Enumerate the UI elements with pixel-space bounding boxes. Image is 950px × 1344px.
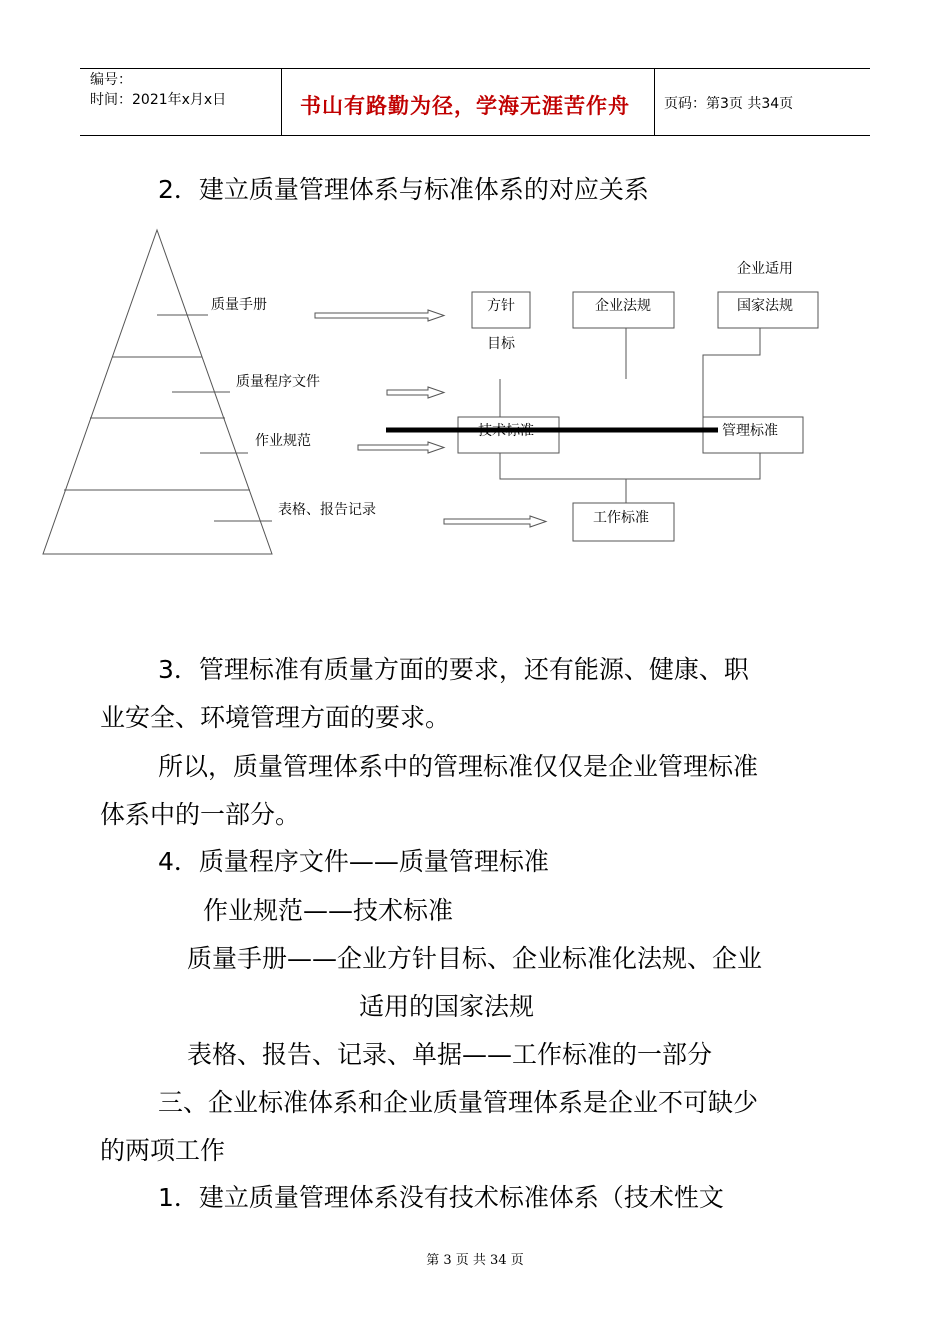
- arrow-2: [387, 387, 444, 398]
- para-6: 表格、报告、记录、单据——工作标准的一部分: [187, 1040, 713, 1069]
- page-info: 页码：第3页 共34页: [664, 96, 794, 112]
- para-3: 4．质量程序文件——质量管理标准: [158, 847, 549, 876]
- header-divider-2: [654, 68, 655, 136]
- para-2-line-2: 体系中的一部分。: [100, 800, 301, 829]
- doc-number-label: 编号：: [90, 72, 132, 88]
- para-1-line-2: 业安全、环境管理方面的要求。: [100, 703, 451, 732]
- pyramid-label-manual: 质量手册: [211, 297, 267, 313]
- para-8: 1．建立质量管理体系没有技术标准体系（技术性文: [158, 1183, 724, 1212]
- doc-time-label: 时间：2021年x月x日: [90, 92, 227, 108]
- box-label-mgmt-standard: 管理标准: [722, 423, 778, 439]
- arrow-4: [444, 516, 546, 527]
- para-7-line-1: 三、企业标准体系和企业质量管理体系是企业不可缺少: [158, 1088, 759, 1117]
- para-5-line-2: 适用的国家法规: [359, 992, 535, 1021]
- para-2-line-1: 所以，质量管理体系中的管理标准仅仅是企业管理标准: [158, 752, 759, 781]
- para-4: 作业规范——技术标准: [203, 896, 454, 925]
- pyramid-outline: [43, 230, 272, 554]
- arrow-1: [315, 310, 444, 321]
- header-bottom-rule: [80, 135, 870, 136]
- box-label-national-rules: 国家法规: [737, 298, 793, 314]
- para-1-line-1: 3．管理标准有质量方面的要求，还有能源、健康、职: [158, 655, 749, 684]
- box-label-tech-standard: 技术标准: [478, 423, 534, 439]
- header-motto: 书山有路勤为径，学海无涯苦作舟: [300, 94, 630, 118]
- arrow-3: [358, 442, 444, 453]
- pyramid-label-workspec: 作业规范: [255, 433, 311, 449]
- structure-diagram: [0, 220, 950, 580]
- box-label-target: 目标: [487, 336, 515, 352]
- caption-enterprise-applicable: 企业适用: [737, 261, 793, 277]
- box-label-enterprise-rules: 企业法规: [595, 298, 651, 314]
- para-5-line-1: 质量手册——企业方针目标、企业标准化法规、企业: [187, 944, 763, 973]
- box-label-policy: 方针: [487, 298, 515, 314]
- diagram-heading: 2．建立质量管理体系与标准体系的对应关系: [158, 175, 649, 204]
- header-top-rule: [80, 68, 870, 69]
- pyramid-label-forms: 表格、报告记录: [278, 502, 376, 518]
- header-divider-1: [281, 68, 282, 136]
- pyramid-label-procedure: 质量程序文件: [236, 374, 320, 390]
- box-label-work-standard: 工作标准: [593, 510, 649, 526]
- para-7-line-2: 的两项工作: [100, 1136, 226, 1165]
- page-footer: 第 3 页 共 34 页: [426, 1253, 524, 1268]
